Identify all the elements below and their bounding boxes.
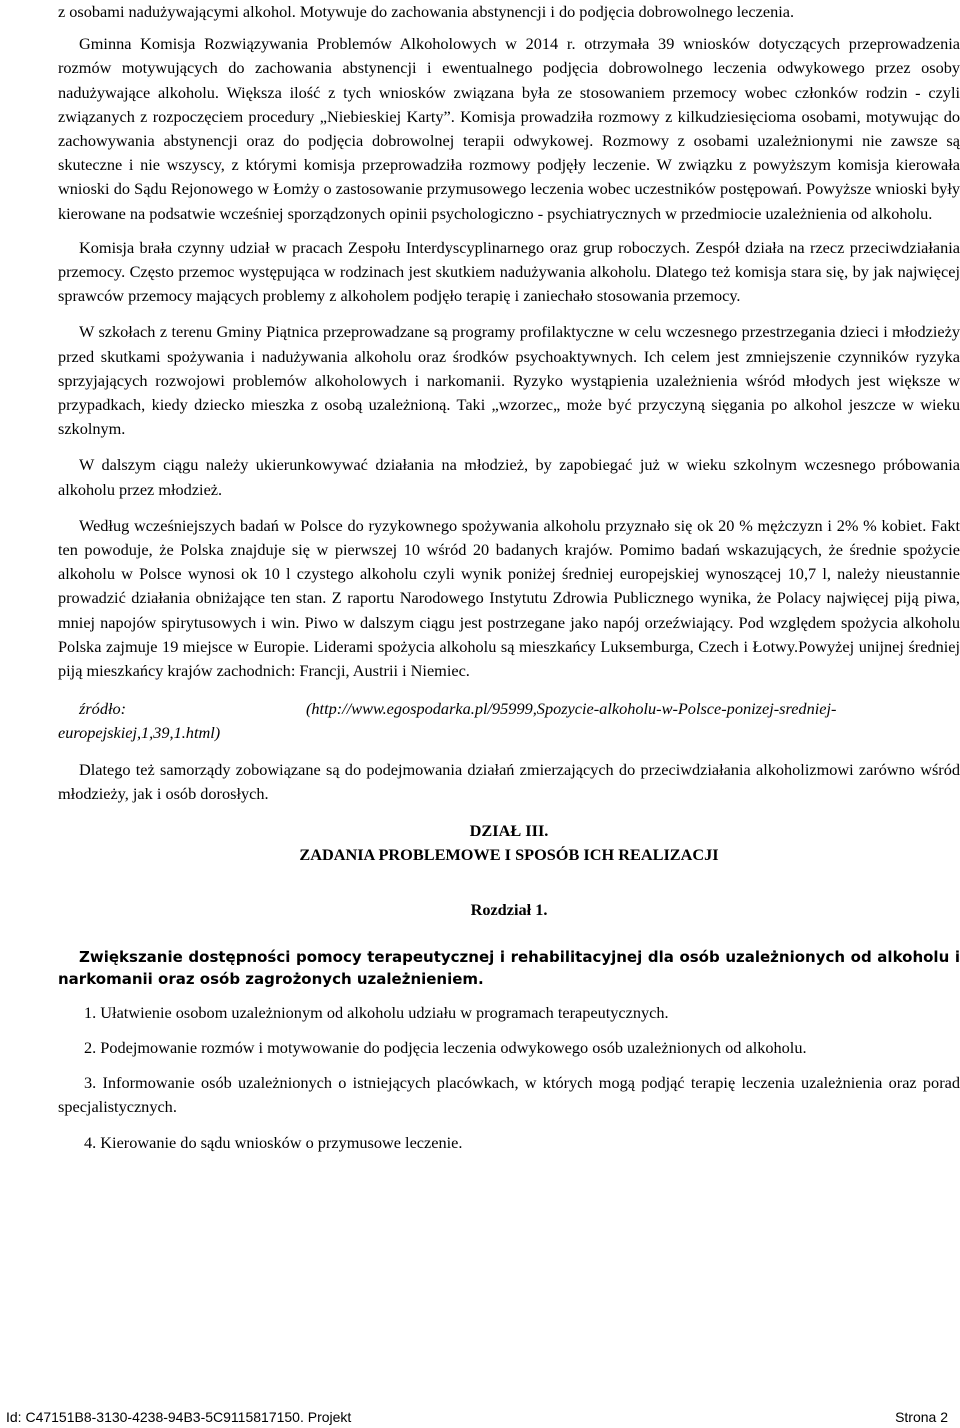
section-title: DZIAŁ III. [469,821,549,841]
task-text: Podejmowanie rozmów i motywowanie do podjęcia leczenia odwykowego osób uzależnionych od alkoholu. [100,1037,807,1057]
document-id: Id: C47151B8-3130-4238-94B3-5C9115817150. Projekt [6,1409,352,1425]
task-number: 1. [84,1002,97,1022]
task-item [58,1131,960,1155]
section-heading [58,819,960,867]
section-subtitle: ZADANIA PROBLEMOWE I SPOSÓB ICH REALIZACJI [299,845,719,865]
paragraph-continuation: z osobami nadużywającymi alkohol. Motywuje do zachowania abstynencji i do podjęcia dobrowolnego leczenia. [58,2,795,21]
task-item [58,1071,960,1119]
source-citation [58,697,960,745]
source-url: (http://www.egospodarka.pl/95999,Spozycie-alkoholu-w-Polsce-ponizej-sredniej-europejskiej,1,39,1.html) [58,699,837,743]
paragraph-youth-actions: W dalszym ciągu należy ukierunkowywać działania na młodzież, by zapobiegać już w wieku szkolnym wczesnego próbowania alkoholu przez młodzież. [58,455,960,499]
task-text: Ułatwienie osobom uzależnionym od alkoholu udziału w programach terapeutycznych. [100,1002,669,1022]
page-number: Strona 2 [895,1409,948,1425]
task-text: Kierowanie do sądu wniosków o przymusowe leczenie. [100,1132,463,1152]
paragraph-research-statistics: Według wcześniejszych badań w Polsce do ryzykownego spożywania alkoholu przyznało się ok 20 % mężczyzn i 2% % kobiet. Fakt ten powoduje, że Polska znajduje się w pierwszej 10 wśród 20 badanych krajów. Pomimo badań wskazujących, że średnie spożycie alkoholu w Polsce wynosi ok 10 l czystego alkoholu czyli wynik poniżej średniej europejskiej wynoszącej 10,7 l, należy nieustannie prowadzić działania obniżające ten stan. Z raportu Narodowego Instytutu Zdrowia Publicznego wynika, że Polacy najwięcej piją piwa, mniej napojów spirytusowych i win. Piwo w dalszym ciągu jest postrzegane jako napój orzeźwiający. Pod względem spożycia alkoholu Polska zajmuje 19 miejsce w Europie. Liderami spożycia alkoholu są mieszkańcy Luksemburga, Czech i Łotwy.Powyżej unijnej średniej piją mieszkańcy krajów zachodnich: Francji, Austrii i Niemiec. [58,515,960,681]
task-item [58,1036,960,1060]
paragraph-closing: Dlatego też samorządy zobowiązane są do podejmowania działań zmierzających do przeciwdziałania alkoholizmowi zarówno wśród młodzieży, jak i osób dorosłych. [58,759,960,803]
source-label: źródło: [79,699,127,719]
task-number: 2. [84,1037,97,1057]
task-item [58,1001,960,1025]
task-number: 4. [84,1132,97,1152]
task-text: Informowanie osób uzależnionych o istniejących placówkach, w których mogą podjąć terapię leczenia uzależnienia oraz porad specjalistycznych. [58,1073,960,1117]
task-list [58,1001,960,1155]
paragraph-interdisciplinary-team: Komisja brała czynny udział w pracach Zespołu Interdyscyplinarnego oraz grup roboczych. Zespół działa na rzecz przeciwdziałania przemocy. Często przemoc występująca w rodzinach jest skutkiem nadużywania alkoholu. Dlatego też komisja stara się, by jak najwięcej sprawców przemocy mających problemy z alkoholem podjęło terapię i zaniechało stosowania przemocy. [58,237,960,306]
chapter-title: Rozdział 1. [470,899,548,919]
paragraph-school-programs: W szkołach z terenu Gminy Piątnica przeprowadzane są programy profilaktyczne w celu wczesnego przestrzegania dzieci i młodzieży przed skutkami spożywania i nadużywania alkoholu oraz środków psychoaktywnych. Ich celem jest zmniejszenie czynników ryzyka sprzyjających rozwojowi problemów alkoholowych i narkomanii. Ryzyko wystąpienia uzależnienia wśród młodych jest większe w przypadkach, kiedy dziecko mieszka z osobą uzależnioną. Taki „wzorzec„ może być przyczyną sięgania po alkohol jeszcze w wieku szkolnym. [58,322,960,439]
document-page [58,0,960,1155]
task-number: 3. [84,1073,97,1093]
chapter-heading: Zwiększanie dostępności pomocy terapeutycznej i rehabilitacyjnej dla osób uzależnionych od alkoholu i narkomanii oraz osób zagrożonych uzależnieniem. [58,947,960,988]
paragraph-commission-2014: Gminna Komisja Rozwiązywania Problemów Alkoholowych w 2014 r. otrzymała 39 wniosków dotyczących przeprowadzenia rozmów motywujących do zachowania abstynencji i ewentualnego podjęcia dobrowolnego leczenia odwykowego przez osoby nadużywające alkoholu. Większa ilość z tych wniosków związana była ze stosowaniem przemocy wobec członków rodzin - czyli związanych z rozpoczęciem procedury „Niebieskiej Karty”. Komisja prowadziła rozmowy z kilkudziesięcioma osobami, motywując do zachowywania abstynencji oraz do podjęcia dobrowolnej terapii odwykowej. Rozmowy z osobami uzależnionymi nie zawsze są skuteczne i nie wszyscy, z którymi komisja przeprowadziła rozmowy podjęły leczenie. W związku z powyższym komisja kierowała wnioski do Sądu Rejonowego w Łomży o zastosowanie przymusowego leczenia wobec uczestników postępowań. Powyższe wnioski były kierowane na podsatwie wcześniej sporządzonych opinii psychologiczno - psychiatrycznych w przedmiocie uzależnienia od alkoholu. [58,34,960,223]
